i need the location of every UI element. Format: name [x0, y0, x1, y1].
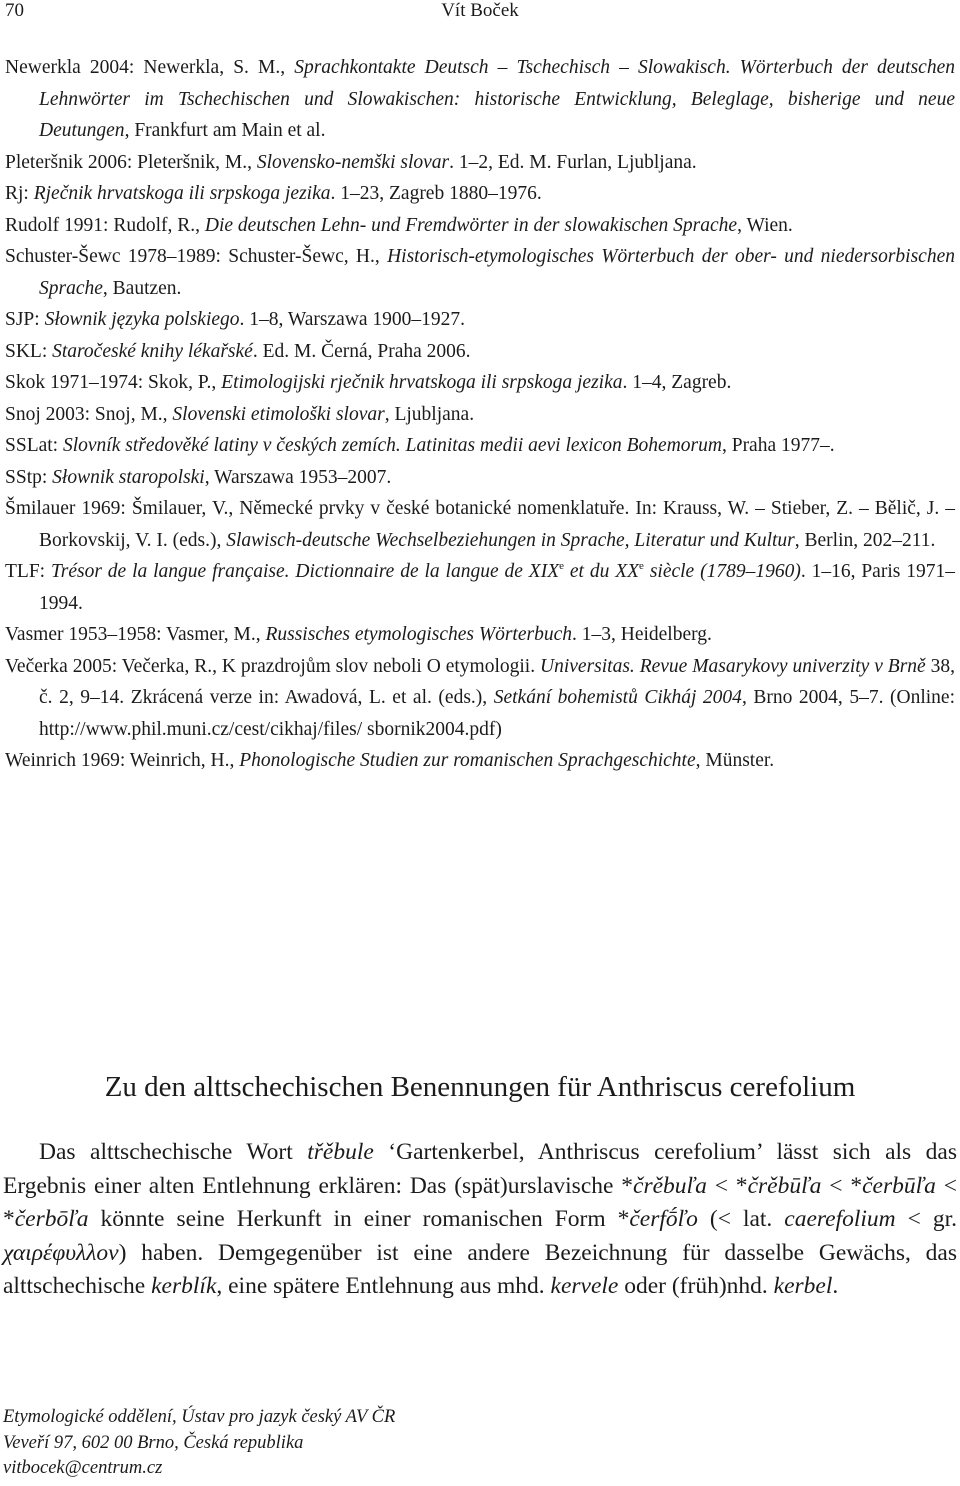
reference-entry: [5, 462, 955, 494]
italic-text: črěbuľa: [633, 1172, 707, 1199]
text-segment: (< lat.: [697, 1206, 785, 1232]
reference-list: [5, 52, 955, 777]
text-segment: < *: [3, 1172, 957, 1232]
italic-text: caerefolium: [784, 1206, 896, 1232]
text-segment: Snoj 2003: Snoj, M.,: [5, 403, 173, 425]
text-segment: 38, č. 2, 9–14. Zkrácená verze in: Awadová, L. et al. (eds.),: [39, 655, 956, 708]
reference-entry: [5, 147, 955, 179]
reference-entry: [5, 556, 955, 619]
italic-text: Russisches etymologisches Wörterbuch: [265, 624, 572, 645]
text-segment: , Brno 2004, 5–7. (Online: http://www.phil.muni.cz/cest/cikhaj/files/ sbornik2004.pdf): [39, 687, 956, 740]
text-segment: Rj:: [5, 183, 34, 204]
text-segment: , Wien.: [737, 214, 793, 236]
reference-entry: [5, 52, 955, 147]
text-segment: Šmilauer 1969: Šmilauer, V., Německé prvky v české botanické nomenklatuře. In: Krauss, W. – Stieber, Z. – Bělič, J. – Borkovskij, V. I. (eds.),: [5, 498, 955, 551]
text-segment: . 1–23, Zagreb 1880–1976.: [330, 183, 542, 204]
italic-text: kervele: [550, 1273, 619, 1299]
reference-entry: [5, 178, 955, 210]
text-segment: SKL:: [5, 340, 53, 362]
italic-text: Slovensko-nemški slovar: [256, 151, 450, 173]
italic-text: Rječnik hrvatskoga ili srpskoga jezika: [33, 183, 331, 204]
superscript-text: e: [559, 560, 564, 572]
text-segment: SStp:: [5, 466, 53, 488]
text-segment: Večerka 2005: Večerka, R., K prazdrojům slov neboli O etymologii.: [5, 655, 541, 677]
running-head: Vít Boček: [441, 0, 519, 21]
section-title: Zu den alttschechischen Benennungen für Anthriscus cerefolium: [104, 1071, 856, 1103]
text-segment: ) haben. Demgegenüber ist eine andere Bezeichnung für dasselbe Gewächs, das alttschechische: [3, 1239, 957, 1299]
text-segment: . Ed. M. Černá, Praha 2006.: [252, 340, 471, 362]
text-segment: TLF:: [5, 561, 51, 582]
text-segment: könnte seine Herkunft in einer romanischen Form *: [88, 1206, 630, 1232]
address-email: vitbocek@centrum.cz: [3, 1458, 163, 1478]
italic-text: Setkání bohemistů Cikháj 2004: [493, 687, 742, 708]
italic-text: čerbūľa: [862, 1172, 936, 1199]
reference-entry: [5, 304, 955, 336]
italic-text: Slawisch-deutsche Wechselbeziehungen in Sprache, Literatur und Kultur: [226, 529, 795, 551]
italic-text: Die deutschen Lehn- und Fremdwörter in der slowakischen Sprache: [204, 214, 738, 236]
text-segment: < *: [821, 1172, 863, 1199]
italic-text: čerfṓľo: [629, 1206, 698, 1232]
italic-text: črěbūľa: [747, 1172, 822, 1199]
text-segment: , Ljubljana.: [384, 403, 475, 425]
reference-entry: [5, 430, 955, 462]
italic-text: Etimologijski rječnik hrvatskoga ili srpskoga jezika: [221, 372, 623, 393]
reference-entry: [5, 367, 955, 399]
text-segment: oder (früh)nhd.: [618, 1273, 774, 1299]
italic-text: et du XX: [564, 561, 640, 582]
body-paragraph: [3, 1136, 957, 1304]
italic-text: Słownik staropolski: [52, 466, 205, 488]
address-line-street: Veveří 97, 602 00 Brno, Česká republika: [3, 1432, 304, 1453]
italic-text: Trésor de la langue française. Dictionnaire de la langue de XIX: [50, 561, 560, 582]
reference-entry: [5, 651, 955, 746]
text-segment: . 1–2, Ed. M. Furlan, Ljubljana.: [449, 151, 697, 173]
text-segment: Rudolf 1991: Rudolf, R.,: [5, 214, 205, 236]
text-segment: . 1–4, Zagreb.: [622, 372, 732, 393]
superscript-text: e: [639, 560, 644, 572]
text-segment: , Frankfurt am Main et al.: [124, 120, 326, 141]
text-segment: < *: [706, 1172, 748, 1199]
italic-text: kerblík: [151, 1273, 217, 1299]
text-segment: , Praha 1977–.: [721, 435, 835, 456]
text-segment: , Warszawa 1953–2007.: [204, 466, 392, 488]
reference-entry: [5, 619, 955, 651]
author-address: [3, 1405, 395, 1482]
reference-entry: [5, 493, 955, 556]
italic-text: Słownik języka polskiego: [44, 309, 240, 330]
italic-text: Historisch-etymologisches Wörterbuch der ober- und niedersorbischen Sprache: [39, 246, 955, 299]
address-line-institution: Etymologické oddělení, Ústav pro jazyk český AV ČR: [3, 1407, 396, 1427]
reference-entry: [5, 745, 955, 777]
text-segment: , Bautzen.: [102, 277, 182, 299]
text-segment: .: [832, 1273, 839, 1299]
italic-text: Staročeské knihy lékařské: [52, 340, 253, 362]
text-segment: Schuster-Šewc 1978–1989: Schuster-Šewc, H.,: [5, 246, 388, 267]
italic-text: třěbule: [307, 1139, 374, 1165]
reference-entry: [5, 241, 955, 304]
text-segment: Pleteršnik 2006: Pleteršnik, M.,: [5, 151, 257, 173]
italic-text: Slovenski etimološki slovar: [172, 403, 385, 425]
text-segment: . 1–3, Heidelberg.: [572, 624, 712, 645]
text-segment: , Münster.: [695, 750, 775, 771]
text-segment: ‘Gartenkerbel, Anthriscus cerefolium’ lässt sich als das Ergebnis einer alten Entlehnung erklären: Das (spät)urslavische *: [3, 1139, 957, 1199]
text-segment: SSLat:: [5, 435, 63, 456]
italic-text: χαιρέφυλλον: [3, 1239, 119, 1266]
italic-text: čerbōľa: [14, 1206, 89, 1232]
text-segment: SJP:: [5, 309, 45, 330]
italic-text: siècle (1789–1960): [643, 561, 801, 582]
italic-text: Universitas. Revue Masarykovy univerzity v Brně: [540, 655, 926, 677]
text-segment: Das alttschechische Wort: [39, 1139, 308, 1165]
text-segment: , Berlin, 202–211.: [794, 529, 936, 551]
text-segment: . 1–16, Paris 1971–1994.: [39, 561, 955, 614]
italic-text: Sprachkontakte Deutsch – Tschechisch – Slowakisch. Wörterbuch der deutschen Lehnwörter im Tschechischen und Slowakischen: historische Entwicklung, Beleglage, bisherige und neue Deutungen: [39, 57, 955, 141]
italic-text: Slovník středověké latiny v českých zemích. Latinitas medii aevi lexicon Bohemorum: [62, 435, 722, 456]
text-segment: Newerkla 2004: Newerkla, S. M.,: [5, 57, 295, 78]
text-segment: < gr.: [895, 1206, 957, 1232]
text-segment: Weinrich 1969: Weinrich, H.,: [5, 750, 240, 771]
text-segment: Vasmer 1953–1958: Vasmer, M.,: [5, 624, 266, 645]
italic-text: Phonologische Studien zur romanischen Sprachgeschichte: [239, 750, 696, 771]
reference-entry: [5, 399, 955, 431]
italic-text: kerbel: [773, 1273, 833, 1299]
reference-entry: [5, 336, 955, 368]
text-segment: , eine spätere Entlehnung aus mhd.: [216, 1273, 551, 1299]
body-text: [3, 1136, 957, 1304]
text-segment: . 1–8, Warszawa 1900–1927.: [239, 309, 466, 330]
page-number: 70: [5, 0, 24, 21]
text-segment: Skok 1971–1974: Skok, P.,: [5, 372, 222, 393]
reference-entry: [5, 210, 955, 242]
page-header: [0, 0, 960, 28]
